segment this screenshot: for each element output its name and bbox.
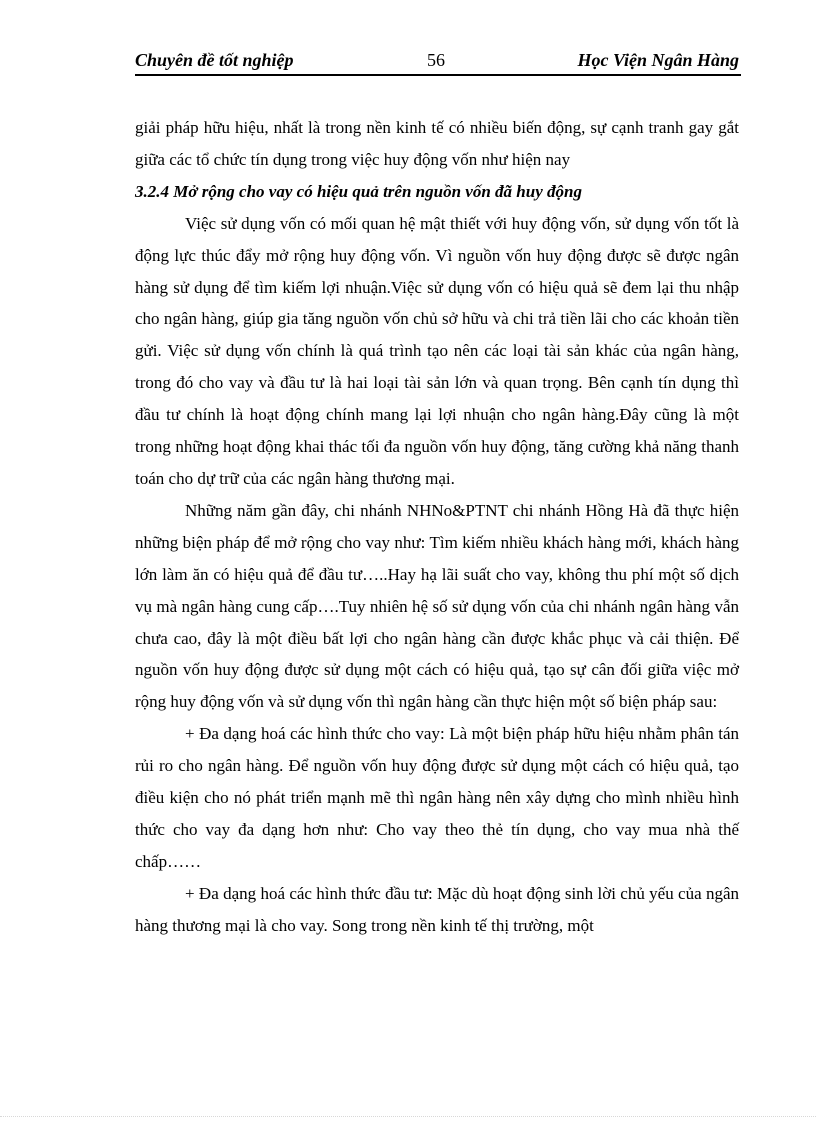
document-body [135,112,739,942]
paragraph-4: + Đa dạng hoá các hình thức đầu tư: Mặc dù hoạt động sinh lời chủ yếu của ngân hàng thương mại là cho vay. Song trong nền kinh tế thị trường, một [135,883,739,935]
paragraph-1: Việc sử dụng vốn có mối quan hệ mật thiết với huy động vốn, sử dụng vốn tốt là động lực thúc đẩy mở rộng huy động vốn. Vì nguồn vốn huy động được sẽ được ngân hàng sử dụng để tìm kiếm lợi nhuận.Việc sử dụng vốn có hiệu quả sẽ đem lại thu nhập cho ngân hàng, giúp gia tăng nguồn vốn chủ sở hữu và chi trả tiền lãi cho các khoản tiền gửi. Việc sử dụng vốn chính là quá trình tạo nên các loại tài sản khác của ngân hàng, trong đó cho vay và đầu tư là hai loại tài sản lớn và quan trọng. Bên cạnh tín dụng thì đầu tư chính là hoạt động chính mang lại lợi nhuận cho ngân hàng.Đây cũng là một trong những hoạt động khai thác tối đa nguồn vốn huy động, tăng cường khả năng thanh toán cho dự trữ của các ngân hàng thương mại. [135,213,739,488]
footer-divider [0,1116,816,1117]
page-number: 56 [427,50,445,70]
page-header [135,46,741,76]
paragraph-2: Những năm gần đây, chi nhánh NHNo&PTNT chi nhánh Hồng Hà đã thực hiện những biện pháp để mở rộng cho vay như: Tìm kiếm nhiều khách hàng mới, khách hàng lớn làm ăn có hiệu quả để đầu tư…..Hay hạ lãi suất cho vay, không thu phí một số dịch vụ mà ngân hàng cung cấp….Tuy nhiên hệ số sử dụng vốn của chi nhánh ngân hàng vẫn chưa cao, đây là một điều bất lợi cho ngân hàng cần được khắc phục và cải thiện. Để nguồn vốn huy động được sử dụng một cách có hiệu quả, tạo sự cân đối giữa việc mở rộng huy động vốn và sử dụng vốn thì ngân hàng cần thực hiện một số biện pháp sau: [135,500,739,712]
header-institution: Học Viện Ngân Hàng [577,50,739,70]
section-heading: 3.2.4 Mở rộng cho vay có hiệu quả trên nguồn vốn đã huy động [135,181,582,201]
header-document-type: Chuyên đề tốt nghiệp [135,50,294,70]
intro-paragraph: giải pháp hữu hiệu, nhất là trong nền kinh tế có nhiều biến động, sự cạnh tranh gay gắt giữa các tổ chức tín dụng trong việc huy động vốn như hiện nay [135,118,739,169]
paragraph-3: + Đa dạng hoá các hình thức cho vay: Là một biện pháp hữu hiệu nhằm phân tán rủi ro cho ngân hàng. Để nguồn vốn huy động được sử dụng một cách có hiệu quả, tạo điều kiện cho nó phát triển mạnh mẽ thì ngân hàng nên xây dựng cho mình nhiều hình thức cho vay đa dạng hơn như: Cho vay theo thẻ tín dụng, cho vay mua nhà thế chấp…… [135,724,739,871]
